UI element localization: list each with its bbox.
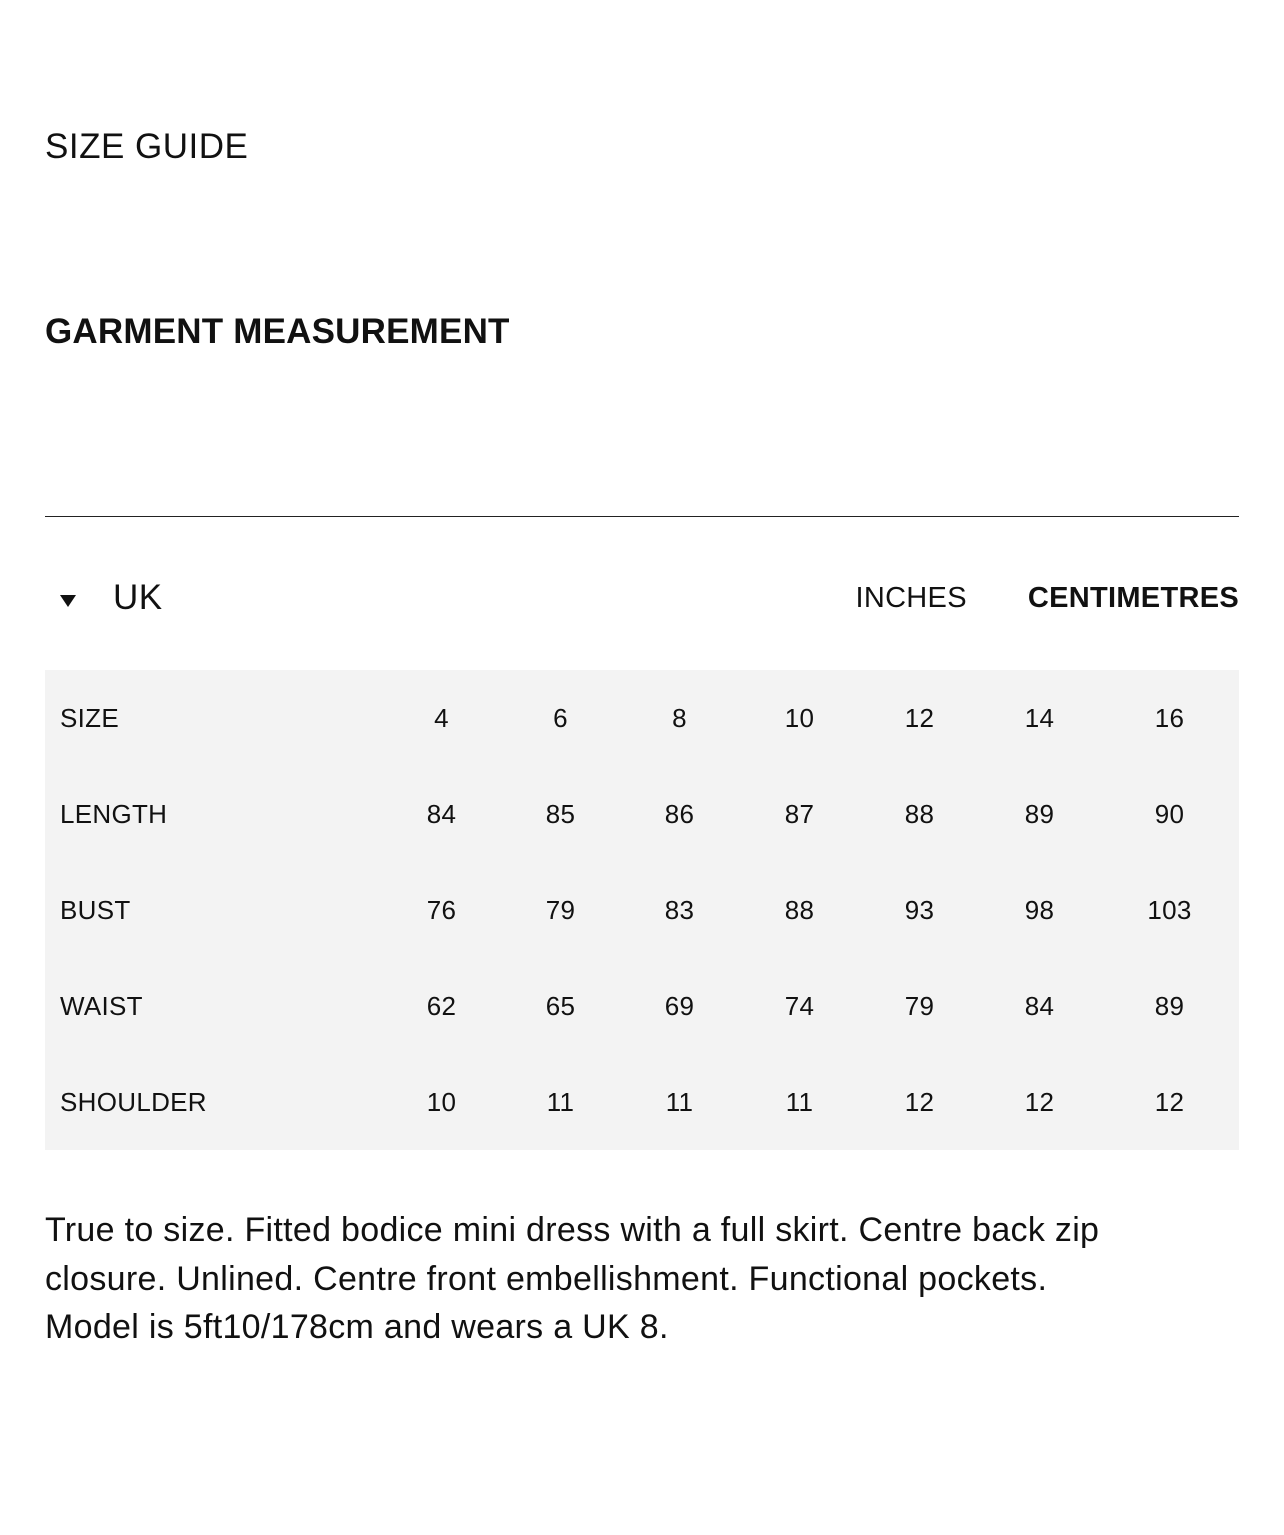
table-cell: 12 <box>1024 1086 1055 1117</box>
table-cell: 69 <box>664 990 695 1021</box>
caret-down-icon <box>60 595 76 607</box>
table-cell: 79 <box>545 894 576 925</box>
table-cell: 62 <box>426 990 457 1021</box>
table-row <box>45 958 1239 1054</box>
table-row <box>45 1054 1239 1150</box>
table-cell: 103 <box>1147 894 1192 925</box>
row-label: SHOULDER <box>60 1086 207 1117</box>
table-cell: 65 <box>545 990 576 1021</box>
unit-toggle <box>855 572 1239 624</box>
unit-centimetres-option[interactable]: CENTIMETRES <box>1027 582 1239 614</box>
table-cell: 76 <box>426 894 457 925</box>
table-cell: 89 <box>1024 798 1055 829</box>
table-cell: 87 <box>784 798 815 829</box>
region-label: UK <box>113 578 163 617</box>
table-cell: 12 <box>904 1086 935 1117</box>
table-cell: 16 <box>1154 702 1185 733</box>
size-controls <box>45 572 1239 624</box>
table-cell: 8 <box>672 702 687 733</box>
page-title: SIZE GUIDE <box>45 127 249 166</box>
table-cell: 12 <box>1154 1086 1185 1117</box>
table-cell: 12 <box>904 702 935 733</box>
region-dropdown[interactable] <box>45 572 163 624</box>
table-cell: 85 <box>545 798 576 829</box>
table-cell: 84 <box>426 798 457 829</box>
table-row <box>45 862 1239 958</box>
row-label: BUST <box>60 894 131 925</box>
table-cell: 88 <box>904 798 935 829</box>
table-cell: 83 <box>664 894 695 925</box>
table-cell: 93 <box>904 894 935 925</box>
table-row <box>45 766 1239 862</box>
table-cell: 86 <box>664 798 695 829</box>
table-cell: 11 <box>785 1086 814 1117</box>
row-label: LENGTH <box>60 798 168 829</box>
table-cell: 6 <box>553 702 568 733</box>
table-row <box>45 670 1239 766</box>
table-cell: 98 <box>1024 894 1055 925</box>
section-title: GARMENT MEASUREMENT <box>45 312 510 351</box>
row-label: SIZE <box>60 702 119 733</box>
table-cell: 10 <box>784 702 815 733</box>
table-cell: 74 <box>784 990 815 1021</box>
table-cell: 11 <box>665 1086 694 1117</box>
table-cell: 4 <box>434 702 449 733</box>
table-cell: 88 <box>784 894 815 925</box>
table-cell: 10 <box>426 1086 457 1117</box>
divider <box>45 516 1239 517</box>
table-cell: 79 <box>904 990 935 1021</box>
table-cell: 11 <box>546 1086 575 1117</box>
table-cell: 89 <box>1154 990 1185 1021</box>
table-cell: 14 <box>1024 702 1055 733</box>
product-description: True to size. Fitted bodice mini dress with a full skirt. Centre back zip closure. Unlined. Centre front embellishment. Functional pockets. Model is 5ft10/178cm and wears a UK 8. <box>45 1211 1100 1346</box>
size-table <box>45 670 1239 1150</box>
table-cell: 90 <box>1154 798 1185 829</box>
table-cell: 84 <box>1024 990 1055 1021</box>
row-label: WAIST <box>60 990 143 1021</box>
unit-inches-option[interactable]: INCHES <box>855 582 967 614</box>
